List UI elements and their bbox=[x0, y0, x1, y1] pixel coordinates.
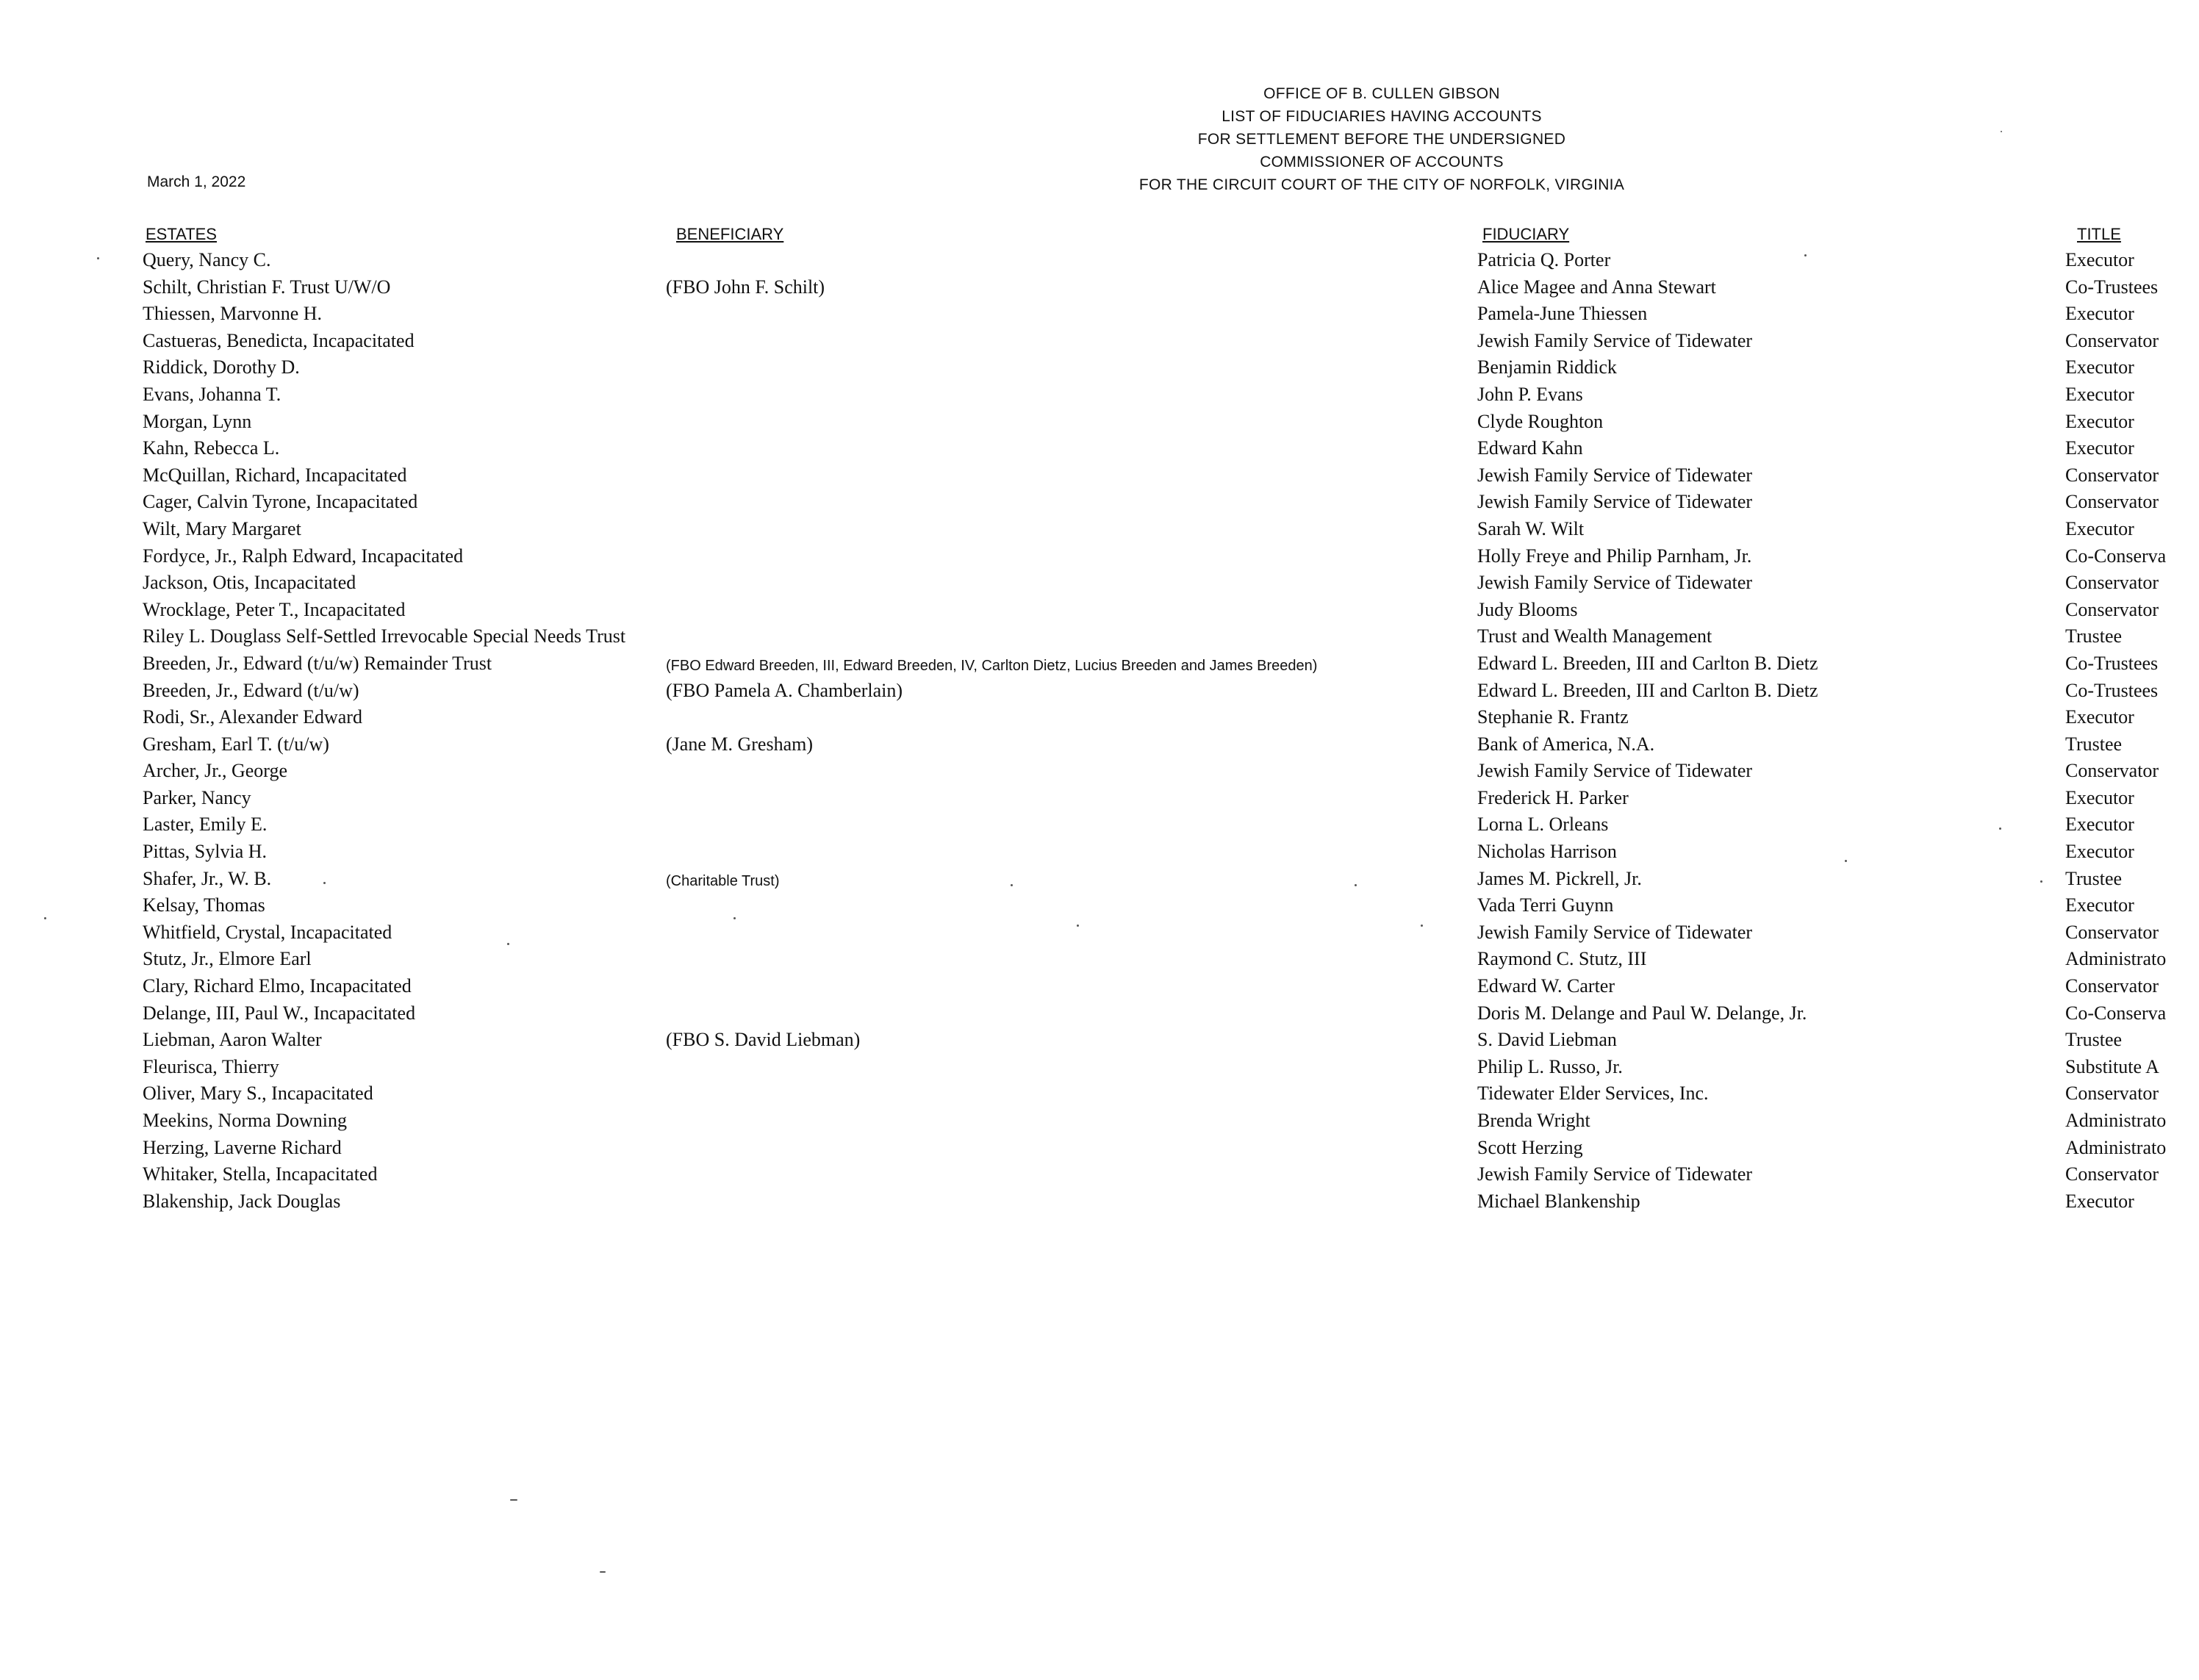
fiduciary-title: Executor bbox=[2065, 249, 2134, 270]
fiduciary-title: Conservator bbox=[2065, 975, 2159, 997]
table-row bbox=[0, 946, 2199, 973]
table-row bbox=[0, 1108, 2199, 1135]
fiduciary-name: S. David Liebman bbox=[1477, 1029, 1617, 1051]
fiduciary-name: Edward Kahn bbox=[1477, 437, 1583, 459]
estate-name: Cager, Calvin Tyrone, Incapacitated bbox=[143, 491, 418, 513]
fiduciary-title: Executor bbox=[2065, 303, 2134, 325]
fiduciary-title: Executor bbox=[2065, 356, 2134, 378]
fiduciary-name: Nicholas Harrison bbox=[1477, 841, 1617, 863]
estate-name: Blakenship, Jack Douglas bbox=[143, 1190, 341, 1212]
fiduciary-title: Conservator bbox=[2065, 1163, 2159, 1185]
estate-name: Whitaker, Stella, Incapacitated bbox=[143, 1163, 378, 1185]
scan-speck bbox=[1999, 828, 2001, 830]
table-row bbox=[0, 516, 2199, 543]
fiduciary-list bbox=[0, 247, 2199, 1215]
fiduciary-title: Conservator bbox=[2065, 491, 2159, 513]
fiduciary-title: Trustee bbox=[2065, 733, 2123, 755]
fiduciary-name: Raymond C. Stutz, III bbox=[1477, 948, 1647, 970]
scan-speck bbox=[1011, 884, 1013, 886]
document-header bbox=[1029, 82, 1735, 196]
estate-name: Archer, Jr., George bbox=[143, 760, 288, 782]
fiduciary-name: Jewish Family Service of Tidewater bbox=[1477, 1163, 1753, 1185]
header-line-list: LIST OF FIDUCIARIES HAVING ACCOUNTS bbox=[1222, 108, 1542, 125]
fiduciary-title: Administrato bbox=[2065, 948, 2167, 970]
column-header-beneficiary: BENEFICIARY bbox=[676, 225, 784, 243]
table-row bbox=[0, 623, 2199, 650]
estate-name: Evans, Johanna T. bbox=[143, 383, 281, 405]
estate-name: Fordyce, Jr., Ralph Edward, Incapacitated bbox=[143, 545, 464, 567]
beneficiary-name: (FBO John F. Schilt) bbox=[666, 276, 825, 298]
table-row bbox=[0, 328, 2199, 355]
fiduciary-title: Co-Trustees bbox=[2065, 679, 2159, 701]
estate-name: Query, Nancy C. bbox=[143, 249, 271, 270]
fiduciary-name: Brenda Wright bbox=[1477, 1110, 1590, 1131]
fiduciary-title: Executor bbox=[2065, 706, 2134, 728]
fiduciary-name: Jewish Family Service of Tidewater bbox=[1477, 921, 1753, 943]
fiduciary-name: Jewish Family Service of Tidewater bbox=[1477, 329, 1753, 351]
table-row bbox=[0, 597, 2199, 624]
scan-speck bbox=[1421, 925, 1423, 927]
estate-name: Schilt, Christian F. Trust U/W/O bbox=[143, 276, 391, 298]
table-row bbox=[0, 811, 2199, 839]
fiduciary-name: Philip L. Russo, Jr. bbox=[1477, 1055, 1623, 1077]
fiduciary-title: Trustee bbox=[2065, 625, 2123, 647]
estate-name: Liebman, Aaron Walter bbox=[143, 1029, 322, 1051]
estate-name: Herzing, Laverne Richard bbox=[143, 1136, 342, 1158]
beneficiary-name: (FBO Pamela A. Chamberlain) bbox=[666, 679, 903, 701]
header-line-commissioner: COMMISSIONER OF ACCOUNTS bbox=[1260, 154, 1504, 170]
fiduciary-title: Substitute A bbox=[2065, 1055, 2159, 1077]
scan-speck bbox=[510, 1499, 517, 1501]
scan-speck bbox=[1077, 925, 1079, 927]
fiduciary-name: Frederick H. Parker bbox=[1477, 786, 1629, 808]
table-row bbox=[0, 1161, 2199, 1188]
table-row bbox=[0, 409, 2199, 436]
fiduciary-name: Bank of America, N.A. bbox=[1477, 733, 1655, 755]
fiduciary-title: Conservator bbox=[2065, 598, 2159, 620]
scan-speck bbox=[507, 943, 509, 945]
fiduciary-name: John P. Evans bbox=[1477, 383, 1583, 405]
header-line-court: FOR THE CIRCUIT COURT OF THE CITY OF NORFOLK, VIRGINIA bbox=[1138, 176, 1625, 193]
fiduciary-title: Co-Conserva bbox=[2065, 1002, 2167, 1024]
fiduciary-title: Conservator bbox=[2065, 572, 2159, 594]
fiduciary-name: Trust and Wealth Management bbox=[1477, 625, 1712, 647]
fiduciary-name: Edward L. Breeden, III and Carlton B. Dietz bbox=[1477, 679, 1818, 701]
scan-speck bbox=[44, 917, 46, 919]
fiduciary-title: Conservator bbox=[2065, 921, 2159, 943]
fiduciary-title: Co-Trustees bbox=[2065, 276, 2159, 298]
table-row bbox=[0, 301, 2199, 328]
fiduciary-title: Executor bbox=[2065, 383, 2134, 405]
estate-name: Breeden, Jr., Edward (t/u/w) Remainder Trust bbox=[143, 652, 492, 674]
fiduciary-name: Tidewater Elder Services, Inc. bbox=[1477, 1083, 1709, 1105]
beneficiary-name: (FBO S. David Liebman) bbox=[666, 1029, 861, 1051]
fiduciary-name: Lorna L. Orleans bbox=[1477, 814, 1609, 836]
scan-speck bbox=[733, 917, 736, 919]
fiduciary-name: Holly Freye and Philip Parnham, Jr. bbox=[1477, 545, 1752, 567]
fiduciary-title: Trustee bbox=[2065, 1029, 2123, 1051]
estate-name: Shafer, Jr., W. B. bbox=[143, 867, 272, 889]
fiduciary-title: Trustee bbox=[2065, 867, 2123, 889]
table-row bbox=[0, 1027, 2199, 1054]
estate-name: Breeden, Jr., Edward (t/u/w) bbox=[143, 679, 359, 701]
fiduciary-name: Scott Herzing bbox=[1477, 1136, 1583, 1158]
table-row bbox=[0, 381, 2199, 409]
estate-name: Riley L. Douglass Self-Settled Irrevocable Special Needs Trust bbox=[143, 625, 626, 647]
table-row bbox=[0, 785, 2199, 812]
fiduciary-name: Jewish Family Service of Tidewater bbox=[1477, 760, 1753, 782]
scan-speck bbox=[1845, 860, 1847, 862]
fiduciary-name: Edward L. Breeden, III and Carlton B. Dietz bbox=[1477, 652, 1818, 674]
beneficiary-name: (FBO Edward Breeden, III, Edward Breeden, IV, Carlton Dietz, Lucius Breeden and James Breeden) bbox=[666, 657, 1318, 674]
fiduciary-title: Executor bbox=[2065, 410, 2134, 432]
fiduciary-title: Co-Conserva bbox=[2065, 545, 2167, 567]
fiduciary-name: Edward W. Carter bbox=[1477, 975, 1615, 997]
table-row bbox=[0, 731, 2199, 758]
fiduciary-name: Stephanie R. Frantz bbox=[1477, 706, 1629, 728]
scan-speck bbox=[2040, 880, 2042, 883]
table-row bbox=[0, 435, 2199, 462]
fiduciary-title: Administrato bbox=[2065, 1110, 2167, 1131]
scan-speck bbox=[600, 1571, 606, 1573]
fiduciary-name: Doris M. Delange and Paul W. Delange, Jr. bbox=[1477, 1002, 1807, 1024]
fiduciary-title: Executor bbox=[2065, 517, 2134, 539]
scan-speck bbox=[323, 882, 326, 884]
fiduciary-title: Administrato bbox=[2065, 1136, 2167, 1158]
fiduciary-title: Executor bbox=[2065, 894, 2134, 916]
estate-name: Laster, Emily E. bbox=[143, 814, 268, 836]
document-date: March 1, 2022 bbox=[147, 173, 246, 190]
fiduciary-name: Jewish Family Service of Tidewater bbox=[1477, 491, 1753, 513]
column-header-estates: ESTATES bbox=[146, 225, 217, 243]
table-row bbox=[0, 489, 2199, 516]
table-row bbox=[0, 274, 2199, 301]
header-line-settlement: FOR SETTLEMENT BEFORE THE UNDERSIGNED bbox=[1197, 131, 1566, 148]
fiduciary-name: Judy Blooms bbox=[1477, 598, 1578, 620]
table-row bbox=[0, 570, 2199, 597]
estate-name: Fleurisca, Thierry bbox=[143, 1055, 279, 1077]
fiduciary-title: Executor bbox=[2065, 814, 2134, 836]
fiduciary-name: Michael Blankenship bbox=[1477, 1190, 1640, 1212]
table-row bbox=[0, 354, 2199, 381]
estate-name: Wrocklage, Peter T., Incapacitated bbox=[143, 598, 406, 620]
table-row bbox=[0, 839, 2199, 866]
fiduciary-name: Vada Terri Guynn bbox=[1477, 894, 1614, 916]
scan-speck bbox=[97, 257, 99, 259]
table-row bbox=[0, 973, 2199, 1000]
table-row bbox=[0, 1188, 2199, 1216]
table-row bbox=[0, 1000, 2199, 1027]
estate-name: Riddick, Dorothy D. bbox=[143, 356, 300, 378]
table-row bbox=[0, 704, 2199, 731]
fiduciary-title: Co-Trustees bbox=[2065, 652, 2159, 674]
estate-name: Wilt, Mary Margaret bbox=[143, 517, 301, 539]
table-row bbox=[0, 1135, 2199, 1162]
fiduciary-name: Alice Magee and Anna Stewart bbox=[1477, 276, 1716, 298]
table-row bbox=[0, 543, 2199, 570]
table-row bbox=[0, 892, 2199, 919]
fiduciary-name: Clyde Roughton bbox=[1477, 410, 1604, 432]
fiduciary-title: Conservator bbox=[2065, 464, 2159, 486]
column-header-fiduciary: FIDUCIARY bbox=[1482, 225, 1570, 243]
estate-name: Kahn, Rebecca L. bbox=[143, 437, 280, 459]
table-row bbox=[0, 1054, 2199, 1081]
table-row bbox=[0, 678, 2199, 705]
estate-name: Oliver, Mary S., Incapacitated bbox=[143, 1083, 373, 1105]
scan-speck bbox=[1355, 884, 1357, 886]
fiduciary-name: James M. Pickrell, Jr. bbox=[1477, 867, 1642, 889]
estate-name: Kelsay, Thomas bbox=[143, 894, 265, 916]
scan-speck bbox=[2001, 131, 2002, 132]
estate-name: Stutz, Jr., Elmore Earl bbox=[143, 948, 312, 970]
estate-name: Rodi, Sr., Alexander Edward bbox=[143, 706, 362, 728]
estate-name: Delange, III, Paul W., Incapacitated bbox=[143, 1002, 416, 1024]
estate-name: Meekins, Norma Downing bbox=[143, 1110, 348, 1131]
fiduciary-name: Sarah W. Wilt bbox=[1477, 517, 1585, 539]
estate-name: Castueras, Benedicta, Incapacitated bbox=[143, 329, 415, 351]
column-header-title: TITLE bbox=[2077, 225, 2121, 243]
estate-name: Pittas, Sylvia H. bbox=[143, 841, 268, 863]
fiduciary-title: Executor bbox=[2065, 841, 2134, 863]
header-line-office: OFFICE OF B. CULLEN GIBSON bbox=[1263, 85, 1500, 102]
fiduciary-name: Jewish Family Service of Tidewater bbox=[1477, 464, 1753, 486]
table-row bbox=[0, 247, 2199, 274]
table-row bbox=[0, 650, 2199, 678]
fiduciary-title: Conservator bbox=[2065, 329, 2159, 351]
table-row bbox=[0, 462, 2199, 489]
fiduciary-title: Conservator bbox=[2065, 1083, 2159, 1105]
estate-name: Thiessen, Marvonne H. bbox=[143, 303, 323, 325]
estate-name: Parker, Nancy bbox=[143, 786, 251, 808]
fiduciary-title: Conservator bbox=[2065, 760, 2159, 782]
scan-speck bbox=[1804, 254, 1807, 256]
table-row bbox=[0, 758, 2199, 785]
fiduciary-name: Jewish Family Service of Tidewater bbox=[1477, 572, 1753, 594]
estate-name: Whitfield, Crystal, Incapacitated bbox=[143, 921, 392, 943]
fiduciary-title: Executor bbox=[2065, 786, 2134, 808]
fiduciary-title: Executor bbox=[2065, 1190, 2134, 1212]
table-row bbox=[0, 919, 2199, 947]
fiduciary-name: Benjamin Riddick bbox=[1477, 356, 1617, 378]
fiduciary-name: Pamela-June Thiessen bbox=[1477, 303, 1648, 325]
estate-name: Jackson, Otis, Incapacitated bbox=[143, 572, 356, 594]
estate-name: McQuillan, Richard, Incapacitated bbox=[143, 464, 407, 486]
fiduciary-title: Executor bbox=[2065, 437, 2134, 459]
table-row bbox=[0, 1080, 2199, 1108]
table-row bbox=[0, 866, 2199, 893]
beneficiary-name: (Charitable Trust) bbox=[666, 872, 780, 889]
estate-name: Clary, Richard Elmo, Incapacitated bbox=[143, 975, 412, 997]
estate-name: Morgan, Lynn bbox=[143, 410, 252, 432]
fiduciary-name: Patricia Q. Porter bbox=[1477, 249, 1611, 270]
beneficiary-name: (Jane M. Gresham) bbox=[666, 733, 813, 755]
estate-name: Gresham, Earl T. (t/u/w) bbox=[143, 733, 329, 755]
